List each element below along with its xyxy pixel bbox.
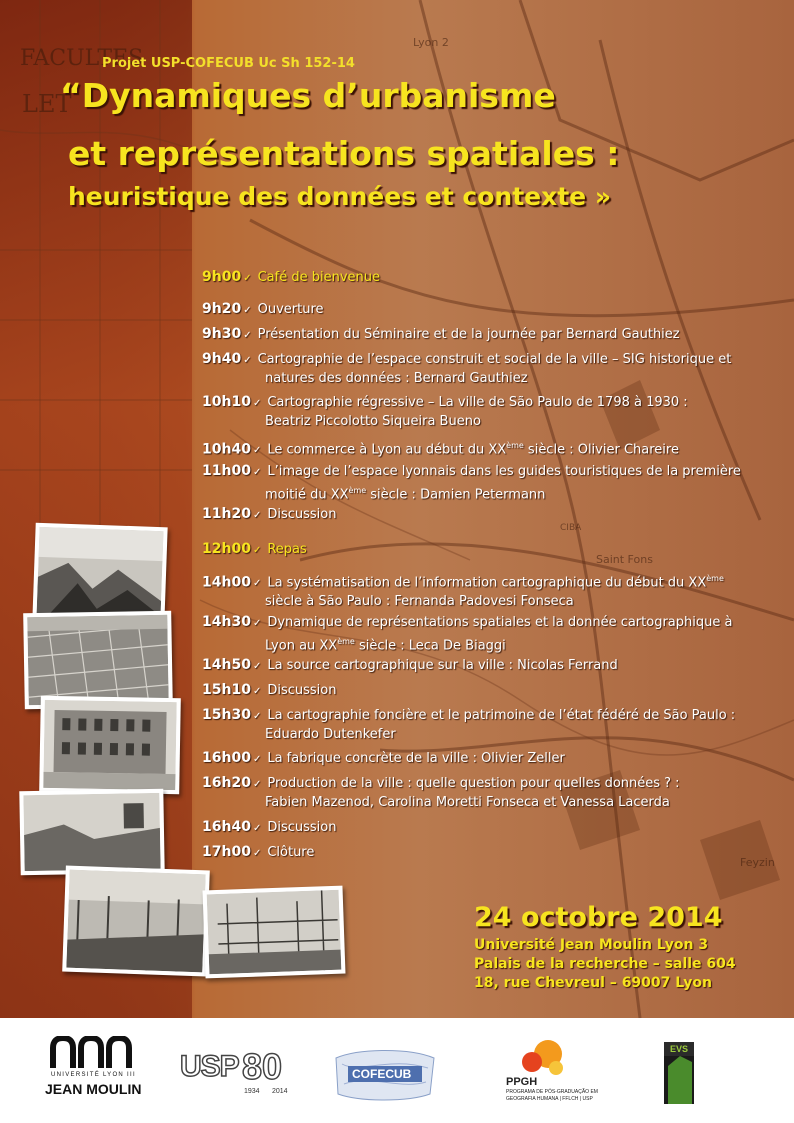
event-room: Palais de la recherche – salle 604 xyxy=(474,956,736,972)
schedule-text: moitié du XX xyxy=(265,487,349,503)
schedule-item-1640 xyxy=(202,818,787,838)
schedule-time: 9h30 xyxy=(202,326,242,342)
photo-ruins xyxy=(32,523,167,626)
photo-construction xyxy=(19,789,164,876)
schedule-item-1120 xyxy=(202,505,787,525)
ppgh-sub-1: PROGRAMA DE PÓS-GRADUAÇÃO EM xyxy=(506,1089,598,1095)
schedule-text: La systématisation de l’information cartographique du début du XX xyxy=(267,575,707,591)
title-line-1: “Dynamiques d’urbanisme xyxy=(60,76,556,115)
schedule-text: siècle : Damien Petermann xyxy=(366,487,546,503)
schedule-text: Dynamique de représentations spatiales et la donnée cartographique à xyxy=(267,615,733,630)
check-icon: ✓ xyxy=(252,779,262,790)
jean-moulin-mark-icon xyxy=(45,1036,145,1068)
logo-cofecub[interactable] xyxy=(330,1044,440,1104)
schedule-item-1430 xyxy=(202,613,787,655)
ppgh-text: PPGH xyxy=(506,1076,538,1088)
check-icon: ✓ xyxy=(252,686,262,697)
logo-ppgh[interactable] xyxy=(500,1038,620,1110)
schedule-text-cont: natures des données : Bernard Gauthiez xyxy=(265,371,528,386)
check-icon: ✓ xyxy=(243,330,252,341)
check-icon: ✓ xyxy=(252,467,262,478)
title-line-2: et représentations spatiales : xyxy=(68,134,620,173)
logo-usp-80[interactable] xyxy=(180,1046,310,1102)
schedule-time: 9h20 xyxy=(202,301,242,317)
map-label-let: LET xyxy=(22,90,72,118)
usp-text: USP xyxy=(180,1050,239,1083)
photo-aerial-city xyxy=(23,611,173,710)
schedule-time: 14h50 xyxy=(202,657,251,673)
schedule-time: 14h30 xyxy=(202,614,251,630)
schedule-text: La source cartographique sur la ville : Nicolas Ferrand xyxy=(267,658,618,673)
schedule-text: Discussion xyxy=(267,683,337,698)
schedule-item-1700 xyxy=(202,843,787,863)
schedule-text: siècle : Olivier Chareire xyxy=(523,442,679,458)
schedule-time: 9h00 xyxy=(202,269,242,285)
schedule-time: 16h40 xyxy=(202,819,251,835)
usp-year-end: 2014 xyxy=(272,1088,288,1095)
schedule-time: 14h00 xyxy=(202,574,251,591)
schedule-text-cont: Eduardo Dutenkefer xyxy=(265,727,396,742)
schedule-item-1400 xyxy=(202,570,787,611)
check-icon: ✓ xyxy=(243,355,252,366)
schedule-item-1510 xyxy=(202,681,787,701)
schedule-text: Présentation du Séminaire et de la journée par Bernard Gauthiez xyxy=(257,327,680,342)
schedule-text: Cartographie régressive – La ville de São Paulo de 1798 à 1930 : xyxy=(267,395,688,410)
project-code: Projet USP-COFECUB Uc Sh 152-14 xyxy=(102,56,355,71)
cofecub-text: COFECUB xyxy=(352,1067,412,1081)
logo-jean-moulin[interactable] xyxy=(45,1036,145,1106)
check-icon: ✓ xyxy=(243,305,252,316)
schedule-item-1200 xyxy=(202,540,787,560)
check-icon: ✓ xyxy=(252,510,262,521)
schedule-text: siècle : Leca De Biaggi xyxy=(354,638,506,654)
schedule-item-1530 xyxy=(202,706,787,744)
schedule-text: Le commerce à Lyon au début du XX xyxy=(267,442,507,458)
superscript: ème xyxy=(506,441,524,450)
schedule-text: Clôture xyxy=(267,845,315,860)
superscript: ème xyxy=(337,637,355,646)
check-icon: ✓ xyxy=(252,711,262,722)
schedule-text: La cartographie foncière et le patrimoine de l’état fédéré de São Paulo : xyxy=(267,708,736,723)
schedule-item-1620 xyxy=(202,774,787,812)
superscript: ème xyxy=(348,486,367,495)
schedule-text: Ouverture xyxy=(257,302,324,317)
check-icon: ✓ xyxy=(252,823,262,834)
schedule-text: Lyon au XX xyxy=(265,638,338,654)
check-icon: ✓ xyxy=(252,754,262,765)
check-icon: ✓ xyxy=(252,545,262,556)
photo-workers xyxy=(62,866,210,977)
ujm-bottom-text: JEAN MOULIN xyxy=(45,1081,142,1097)
schedule-text: Discussion xyxy=(267,507,337,522)
check-icon: ✓ xyxy=(252,398,262,409)
schedule-text: L’image de l’espace lyonnais dans les guides touristiques de la première xyxy=(267,464,741,479)
schedule-item-1450 xyxy=(202,656,787,676)
schedule-item-0930 xyxy=(202,325,787,345)
ppgh-sub-2: GEOGRAFIA HUMANA | FFLCH | USP xyxy=(506,1096,593,1102)
schedule-text-cont xyxy=(202,633,787,655)
schedule-time: 12h00 xyxy=(202,541,251,557)
schedule-time: 16h20 xyxy=(202,775,251,791)
schedule-time: 9h40 xyxy=(202,351,242,367)
check-icon: ✓ xyxy=(252,618,262,629)
map-label-feyzin: Feyzin xyxy=(740,856,775,869)
usp-80-text: 80 xyxy=(242,1046,283,1087)
check-icon: ✓ xyxy=(252,578,262,590)
check-icon: ✓ xyxy=(243,273,252,284)
schedule-text-cont: Beatriz Piccolotto Siqueira Bueno xyxy=(265,414,481,429)
schedule-text-cont: Fabien Mazenod, Carolina Moretti Fonseca et Vanessa Lacerda xyxy=(265,795,670,810)
schedule-time: 15h10 xyxy=(202,682,251,698)
schedule-item-1010 xyxy=(202,393,787,431)
schedule-text-cont: siècle à São Paulo : Fernanda Padovesi Fonseca xyxy=(265,594,574,610)
ujm-top-text: UNIVERSITÉ LYON III xyxy=(51,1072,136,1078)
schedule-time: 17h00 xyxy=(202,844,251,860)
logo-evs[interactable] xyxy=(658,1038,698,1110)
schedule-time: 10h40 xyxy=(202,441,251,458)
map-label-ciba: CIBA xyxy=(560,523,582,533)
photo-building xyxy=(39,696,181,794)
schedule-time: 11h20 xyxy=(202,506,251,522)
check-icon: ✓ xyxy=(252,661,262,672)
map-label-saint-fons: Saint Fons xyxy=(596,553,653,566)
schedule-text: Cartographie de l’espace construit et social de la ville – SIG historique et xyxy=(257,352,732,367)
schedule-time: 16h00 xyxy=(202,750,251,766)
schedule-text: Discussion xyxy=(267,820,337,835)
schedule-text: Repas xyxy=(267,542,307,557)
schedule-item-0940 xyxy=(202,350,787,388)
photo-scaffolding xyxy=(203,886,346,979)
check-icon: ✓ xyxy=(252,445,262,457)
ppgh-circles-icon xyxy=(512,1038,572,1078)
schedule-time: 10h10 xyxy=(202,394,251,410)
usp-year-start: 1934 xyxy=(244,1088,260,1095)
schedule-item-1600 xyxy=(202,749,787,769)
schedule-item-0900 xyxy=(202,268,787,288)
check-icon: ✓ xyxy=(252,848,262,859)
title-line-3: heuristique des données et contexte » xyxy=(68,182,611,211)
schedule-text: La fabrique concrète de la ville : Olivier Zeller xyxy=(267,751,565,766)
map-label-facultes: FACULTES xyxy=(20,46,144,71)
schedule-text: Café de bienvenue xyxy=(257,270,380,285)
schedule-item-1100 xyxy=(202,462,787,504)
schedule-item-1040 xyxy=(202,437,787,460)
schedule-item-0920 xyxy=(202,300,787,320)
event-date: 24 octobre 2014 xyxy=(474,902,723,933)
schedule-time: 11h00 xyxy=(202,463,251,479)
superscript: ème xyxy=(706,574,724,583)
schedule-time: 15h30 xyxy=(202,707,251,723)
schedule-text-cont xyxy=(202,482,787,504)
partner-logos xyxy=(0,1018,794,1123)
schedule-text: Production de la ville : quelle question pour quelles données ? : xyxy=(267,776,680,791)
event-venue: Université Jean Moulin Lyon 3 xyxy=(474,937,709,953)
evs-text: EVS xyxy=(670,1044,689,1054)
event-address: 18, rue Chevreul – 69007 Lyon xyxy=(474,975,712,991)
map-label-lyon2: Lyon 2 xyxy=(413,36,449,49)
